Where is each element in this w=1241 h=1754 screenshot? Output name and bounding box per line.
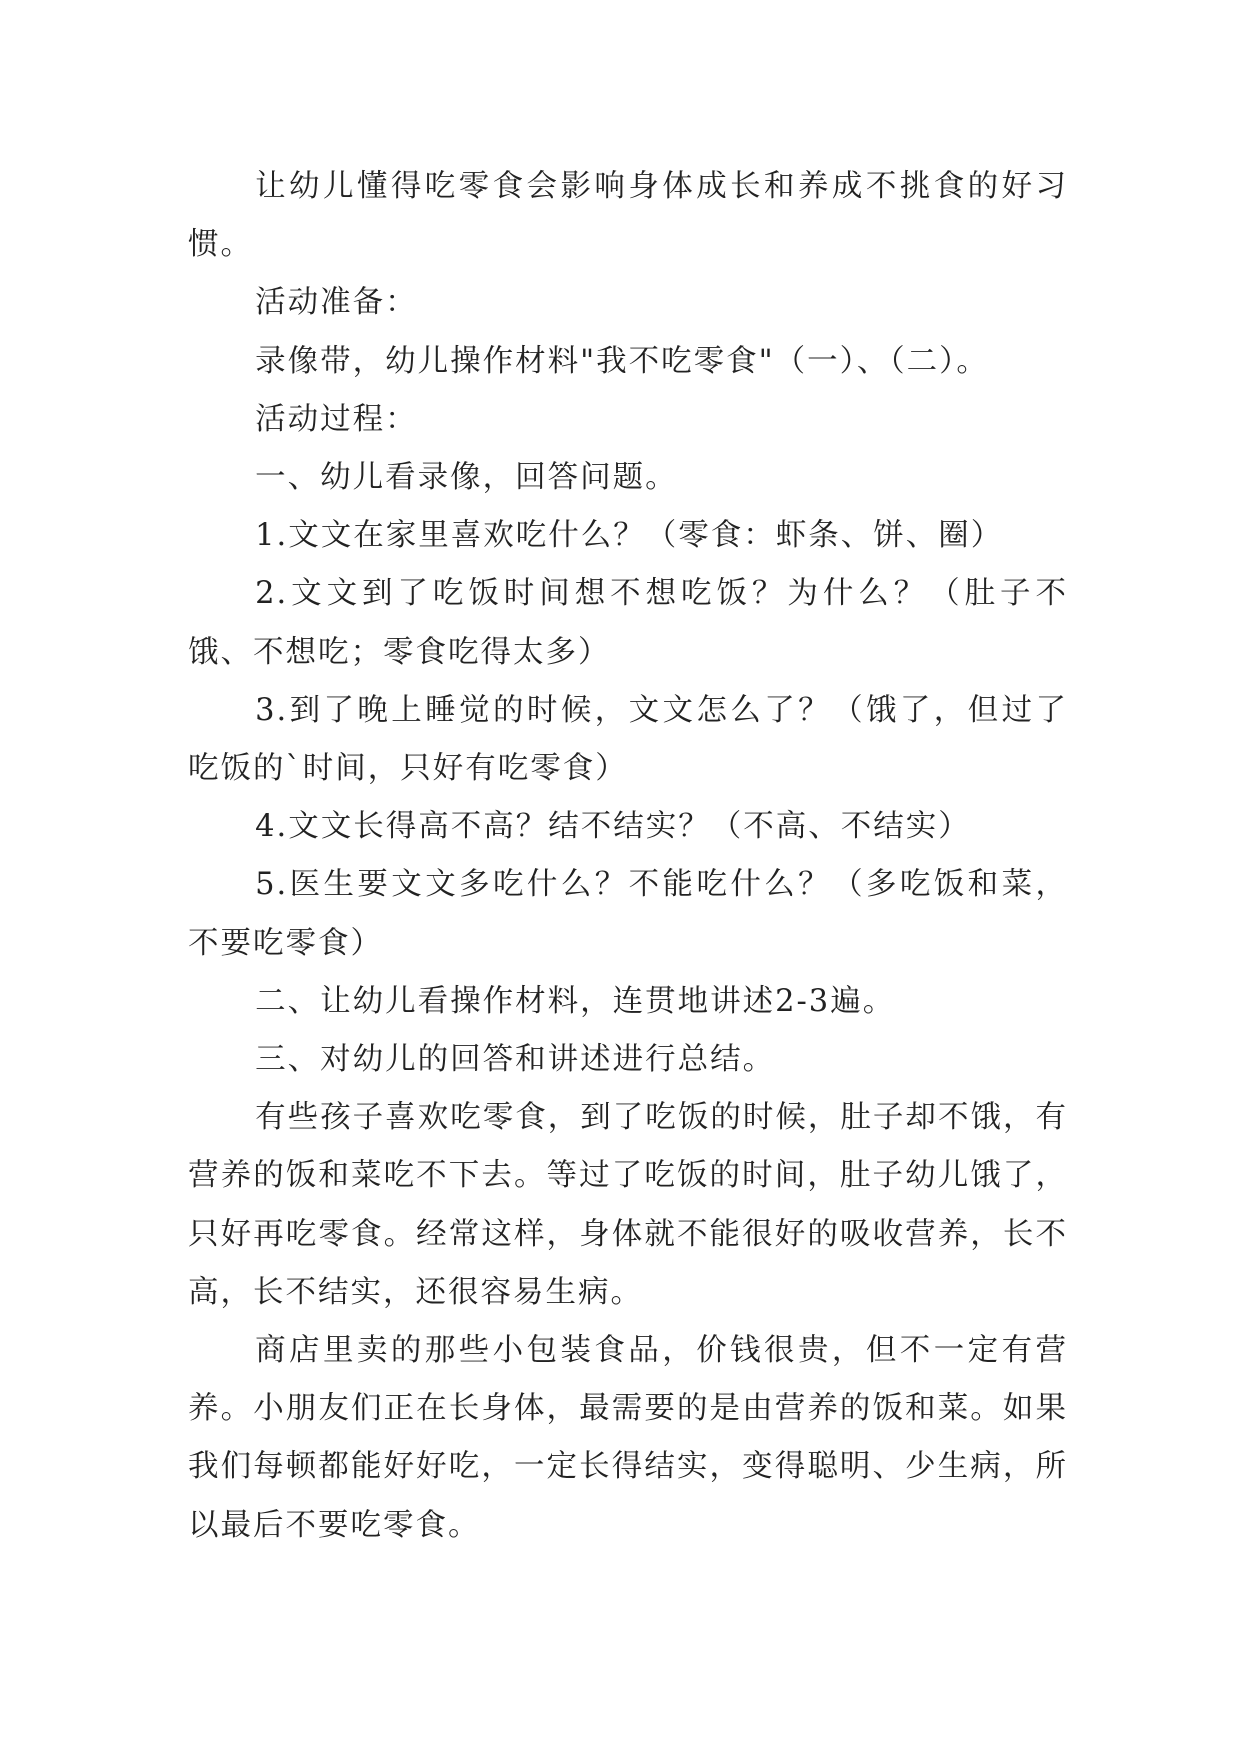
summary-paragraph-1: 有些孩子喜欢吃零食，到了吃饭的时候，肚子却不饿，有营养的饭和菜吃不下去。等过了吃饭的时间，肚子幼儿饿了，只好再吃零食。经常这样，身体就不能很好的吸收营养，长不高，长不结实，还很容易生病。 bbox=[188, 1100, 1068, 1310]
question-5: 5.医生要文文多吃什么？不能吃什么？（多吃饭和菜，不要吃零食） bbox=[188, 867, 1068, 961]
heading-process: 活动过程： bbox=[255, 401, 418, 437]
document-body bbox=[188, 158, 1068, 1555]
summary-paragraph-2: 商店里卖的那些小包装食品，价钱很贵，但不一定有营养。小朋友们正在长身体，最需要的是由营养的饭和菜。如果我们每顿都能好好吃，一定长得结实，变得聪明、少生病，所以最后不要吃零食。 bbox=[188, 1333, 1068, 1543]
question-1: 1.文文在家里喜欢吃什么？（零食：虾条、饼、圈） bbox=[255, 518, 1004, 554]
step-two: 二、让幼儿看操作材料，连贯地讲述2-3遍。 bbox=[255, 983, 896, 1019]
heading-preparation: 活动准备： bbox=[255, 285, 418, 321]
paragraph-goal: 让幼儿懂得吃零食会影响身体成长和养成不挑食的好习惯。 bbox=[188, 169, 1068, 263]
paragraph-materials: 录像带，幼儿操作材料"我不吃零食"（一）、（二）。 bbox=[255, 343, 989, 379]
step-one: 一、幼儿看录像，回答问题。 bbox=[255, 460, 678, 496]
question-3: 3.到了晚上睡觉的时候，文文怎么了？（饿了，但过了吃饭的`时间，只好有吃零食） bbox=[188, 692, 1068, 787]
question-4: 4.文文长得高不高？结不结实？（不高、不结实） bbox=[255, 809, 971, 845]
step-three: 三、对幼儿的回答和讲述进行总结。 bbox=[255, 1042, 776, 1078]
question-2: 2.文文到了吃饭时间想不想吃饭？为什么？（肚子不饿、不想吃；零食吃得太多） bbox=[188, 576, 1068, 670]
